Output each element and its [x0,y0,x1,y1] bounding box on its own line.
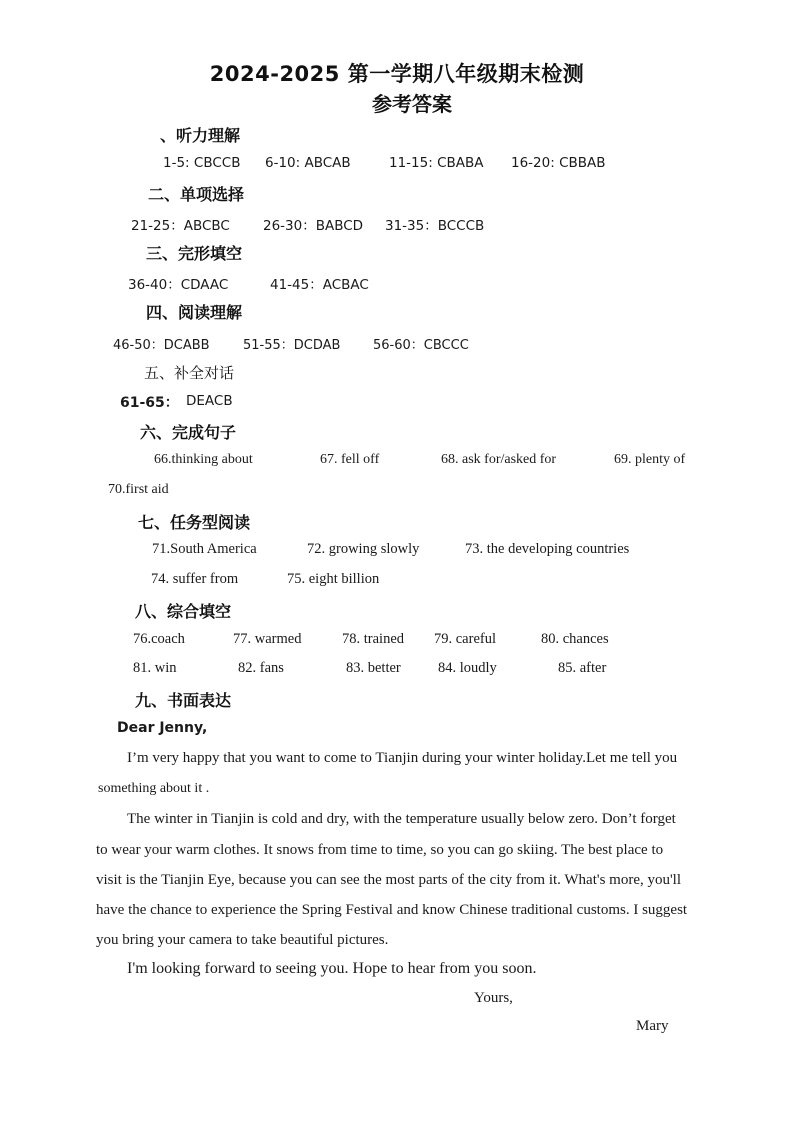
answer-item: 71.South America [152,541,257,557]
answer-item: 83. better [346,660,401,676]
letter-line: to wear your warm clothes. It snows from time to time, so you can go skiing. The best place to [96,842,664,858]
answer-item: 69. plenty of [614,452,686,467]
answer-group: 6-10: ABCAB [265,155,351,171]
answer-item: 84. loudly [438,660,497,676]
answer-group: 36-40：CDAAC [128,277,229,293]
answer-item: 85. after [558,660,607,676]
answer-group: 16-20: CBBAB [511,155,606,171]
page-subtitle: 参考答案 [372,92,452,116]
section-heading-fill-blanks: 八、综合填空 [135,602,232,621]
answer-item: 80. chances [541,631,609,647]
answer-group: 41-45：ACBAC [270,277,369,293]
page-title: 2024-2025 第一学期八年级期末检测 [209,62,585,86]
section-heading-listening: 、听力理解 [160,126,241,145]
answer-item: 78. trained [342,631,405,647]
answer-group: 11-15: CBABA [389,155,484,171]
answer-label: 61-65： [120,395,179,411]
section-heading-writing: 九、书面表达 [135,691,232,710]
letter-line: I'm looking forward to seeing you. Hope to hear from you soon. [127,960,537,977]
answer-item: 70.first aid [108,482,169,497]
answer-group: 31-35：BCCCB [385,218,485,234]
answer-item: 74. suffer from [151,571,239,587]
answer-group: 46-50：DCABB [113,338,210,353]
answer-item: 67. fell off [320,452,380,467]
answer-item: 76.coach [133,631,185,647]
answer-group: 26-30：BABCD [263,218,364,234]
answer-item: 75. eight billion [287,571,380,587]
section-heading-reading: 四、阅读理解 [146,303,243,322]
section-heading-cloze: 三、完形填空 [146,244,243,263]
letter-line: I’m very happy that you want to come to Tianjin during your winter holiday.Let me tell you [127,750,678,766]
letter-line: The winter in Tianjin is cold and dry, with the temperature usually below zero. Don’t forget [127,811,676,827]
answer-item: 81. win [133,660,177,676]
answer-group: 1-5: CBCCB [163,155,241,171]
answer-item: 72. growing slowly [307,541,420,557]
letter-signature: Mary [636,1018,669,1034]
section-heading-complete-sentences: 六、完成句子 [140,423,237,442]
answer-item: 68. ask for/asked for [441,452,557,467]
section-heading-task-reading: 七、任务型阅读 [138,513,251,532]
section-heading-single-choice: 二、单项选择 [148,185,245,204]
answer-group: 51-55：DCDAB [243,338,341,353]
answer-item: 66.thinking about [154,452,253,467]
letter-line: visit is the Tianjin Eye, because you can see the most parts of the city from it. What's more, you'll [96,872,682,888]
answer-group: 21-25：ABCBC [131,218,230,234]
answer-item: 73. the developing countries [465,541,630,557]
answer-item: 79. careful [434,631,496,647]
letter-closing: Yours, [474,990,513,1006]
letter-greeting: Dear Jenny, [117,720,208,736]
letter-line: something about it . [98,781,210,796]
answer-group: DEACB [186,393,233,409]
letter-line: have the chance to experience the Spring Festival and know Chinese traditional customs. I suggest [96,902,688,918]
answer-group: 56-60：CBCCC [373,338,469,353]
section-heading-dialogue: 五、补全对话 [144,364,235,382]
answer-item: 77. warmed [233,631,302,647]
letter-line: you bring your camera to take beautiful pictures. [96,932,389,948]
answer-item: 82. fans [238,660,284,676]
